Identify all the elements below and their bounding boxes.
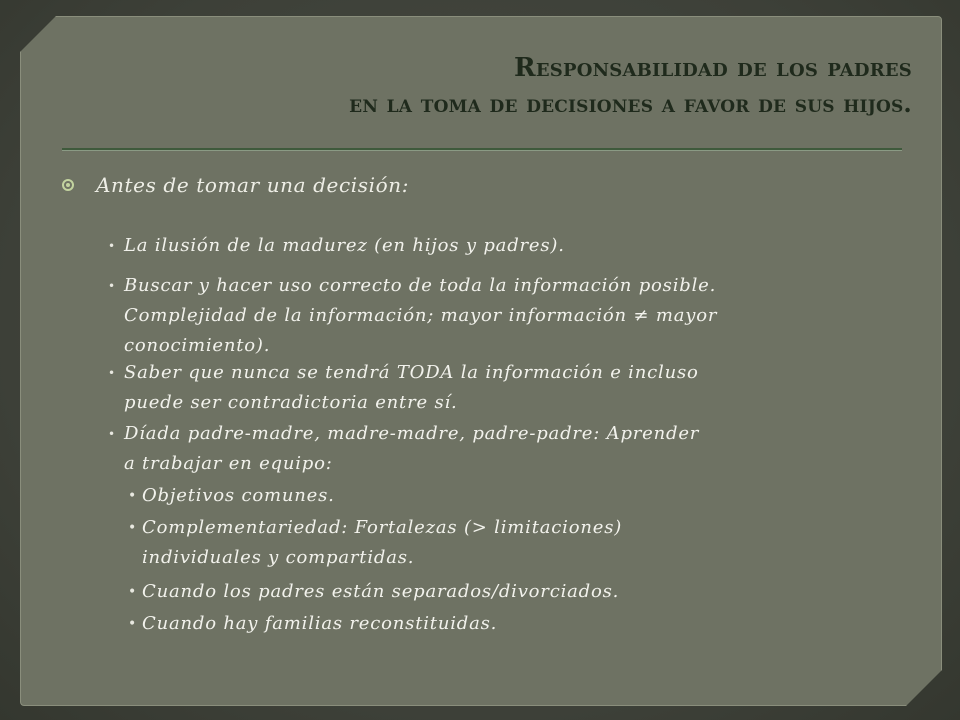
title-line-2: en la toma de decisiones a favor de sus hijos. (349, 89, 912, 118)
bullet-dot-icon: • (128, 488, 138, 504)
heading-text: Antes de tomar una decisión: (96, 173, 410, 197)
bullet-dot-icon: • (128, 616, 138, 632)
list-item (108, 271, 717, 361)
title-line-1: Responsabilidad de los padres (514, 53, 912, 83)
sub-list-item (128, 577, 619, 607)
list-item-text: a trabajar en equipo: (124, 453, 333, 474)
sub-list-item (128, 513, 622, 573)
list-item-text: Díada padre-madre, madre-madre, padre-padre: Aprender (124, 423, 700, 444)
list-item-text: La ilusión de la madurez (en hijos y padres). (124, 235, 565, 256)
list-item (108, 358, 699, 418)
sub-list-item-text: Cuando los padres están separados/divorciados. (142, 581, 620, 602)
list-item-text: conocimiento). (124, 335, 271, 356)
sub-list-item (128, 609, 497, 639)
circle-bullet-icon (62, 179, 74, 191)
sub-list-item-text: Complementariedad: Fortalezas (> limitaciones) (142, 517, 623, 538)
list-item (108, 419, 699, 479)
sub-list-item-text: Objetivos comunes. (142, 485, 335, 506)
list-item (108, 231, 565, 261)
sub-list-item-text: individuales y compartidas. (142, 547, 415, 568)
list-item-text: Saber que nunca se tendrá TODA la información e incluso (124, 362, 699, 383)
bullet-dot-icon: • (108, 279, 116, 293)
heading-bullet-item (62, 173, 409, 197)
bullet-dot-icon: • (108, 366, 116, 380)
bullet-dot-icon: • (128, 520, 138, 536)
list-item-text: Buscar y hacer uso correcto de toda la información posible. (124, 275, 717, 296)
list-item-text: Complejidad de la información; mayor información ≠ mayor (124, 305, 718, 326)
bullet-dot-icon: • (128, 584, 138, 600)
list-item-text: puede ser contradictoria entre sí. (124, 392, 458, 413)
sub-list-item (128, 481, 335, 511)
sub-list-item-text: Cuando hay familias reconstituidas. (142, 613, 498, 634)
bullet-dot-icon: • (108, 427, 116, 441)
bullet-dot-icon: • (108, 239, 116, 253)
